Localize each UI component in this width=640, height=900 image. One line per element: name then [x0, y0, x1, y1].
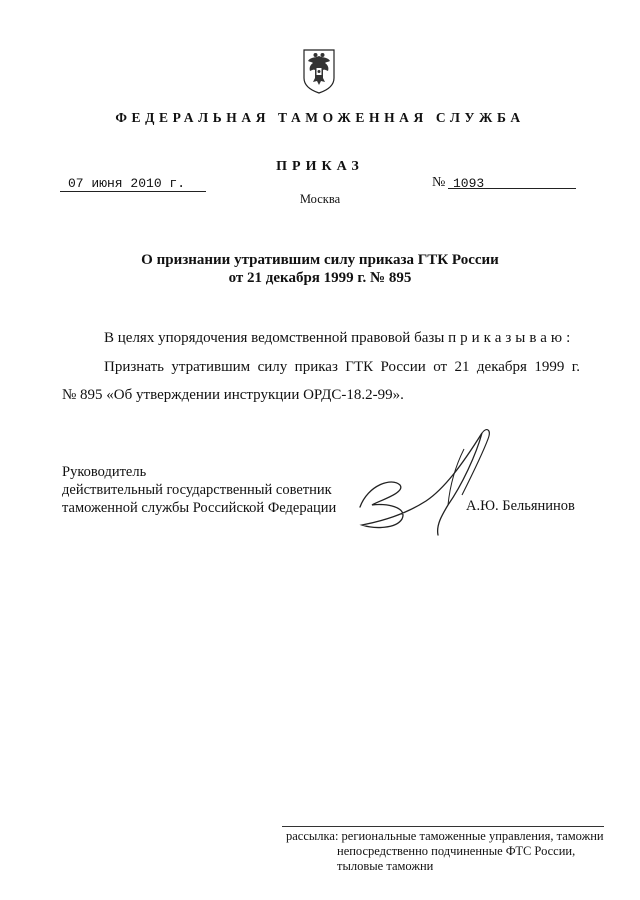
heading-line-1: О признании утратившим силу приказа ГТК России [141, 252, 499, 268]
city: Москва [299, 192, 341, 206]
directive-line-2: № 895 «Об утверждении инструкции ОРДС-18.2-99». [62, 387, 404, 403]
signatory-title-line-3: таможенной службы Российской Федерации [62, 500, 337, 516]
coat-of-arms-icon [301, 48, 337, 94]
distribution-line-2: непосредственно подчиненные ФТС России, [337, 844, 576, 858]
document-type: ПРИКАЗ [276, 159, 364, 174]
number-underline [448, 188, 576, 189]
order-number: 1093 [453, 176, 485, 191]
number-sign: № [432, 175, 446, 190]
directive-line-1: Признать утратившим силу приказ ГТК России от 21 декабря 1999 г. [104, 359, 580, 375]
intro-text: В целях упорядочения ведомственной правовой базы [104, 330, 445, 346]
signatory-title [62, 463, 336, 517]
signatory-title-line-1: Руководитель [62, 464, 147, 480]
signer-name: А.Ю. Бельянинов [466, 498, 575, 514]
distribution-line-1: рассылка: региональные таможенные управления, таможни [286, 829, 604, 843]
order-date: 07 июня 2010 г. [68, 176, 186, 191]
heading-line-2: от 21 декабря 1999 г. № 895 [228, 270, 412, 286]
distribution-divider [282, 826, 604, 827]
intro-paragraph [104, 330, 574, 347]
document-heading [0, 251, 640, 287]
handwritten-signature-icon [352, 425, 502, 555]
order-word: приказываю: [448, 330, 575, 346]
agency-name: ФЕДЕРАЛЬНАЯ ТАМОЖЕННАЯ СЛУЖБА [115, 110, 525, 125]
distribution-line-3: тыловые таможни [337, 859, 434, 873]
signatory-title-line-2: действительный государственный советник [62, 482, 332, 498]
